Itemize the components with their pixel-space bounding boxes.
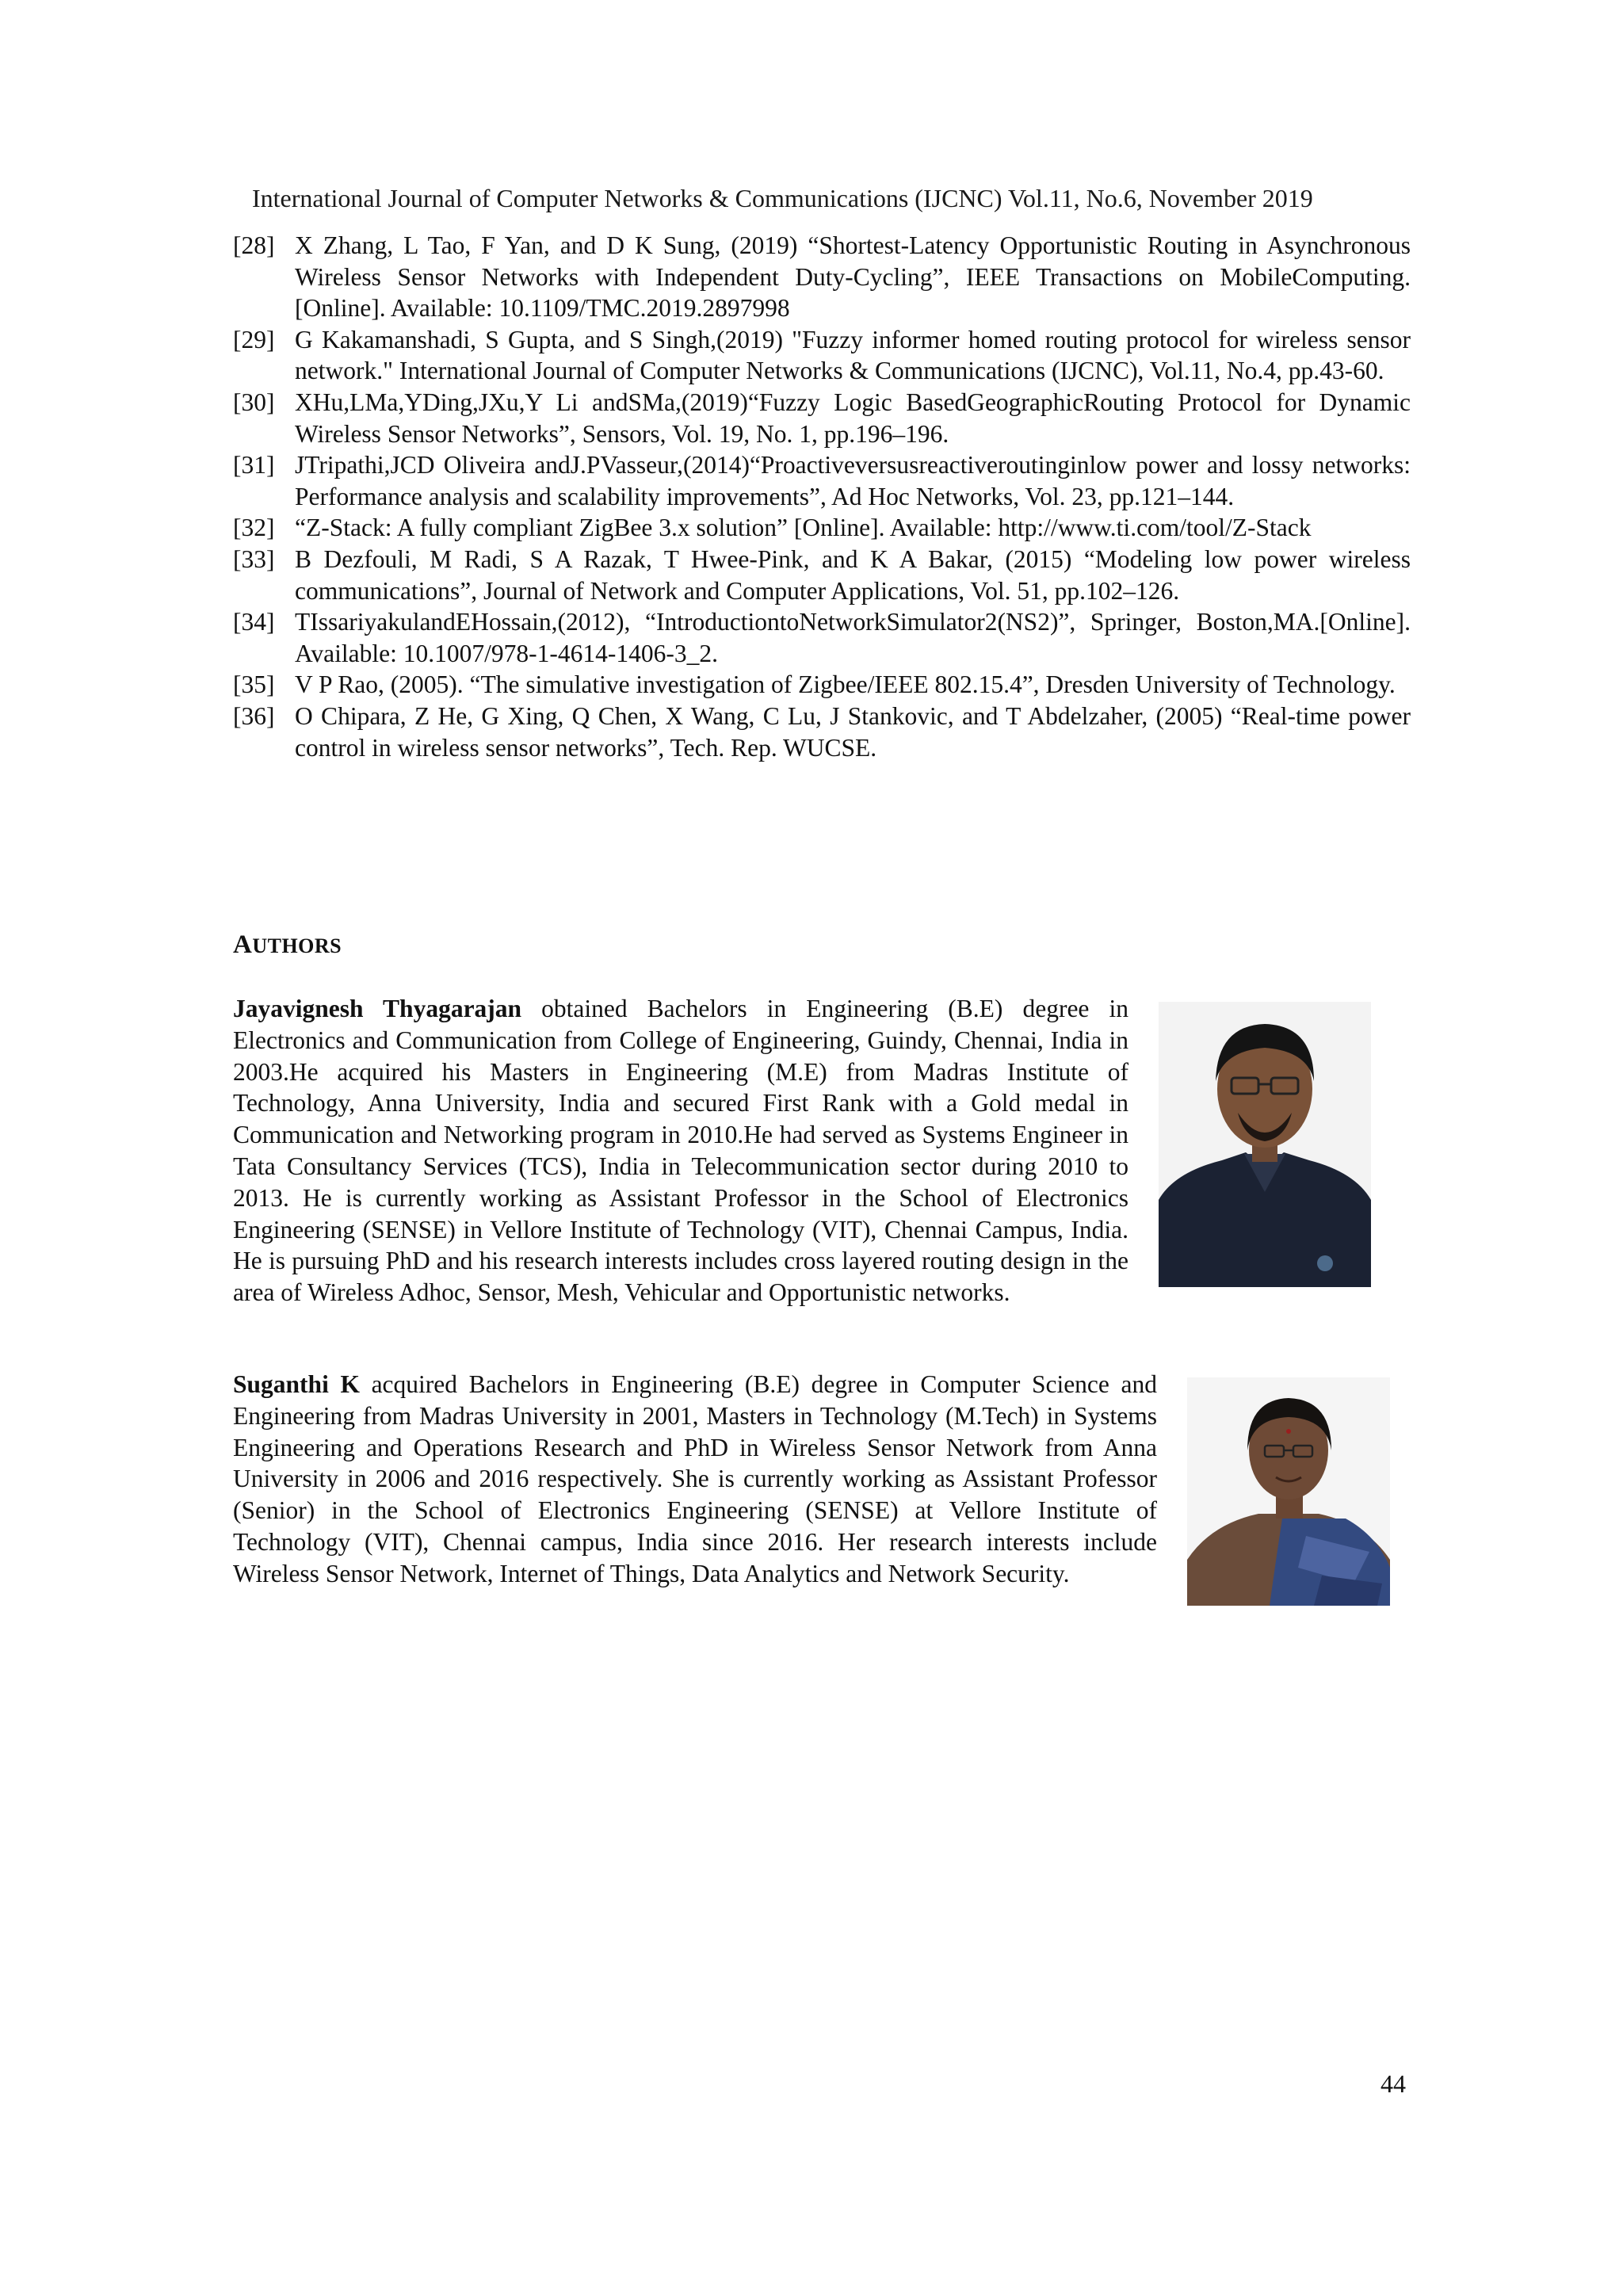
- reference-number: [35]: [233, 670, 275, 699]
- author-photo-image: [1187, 1377, 1390, 1606]
- authors-heading-initial: A: [233, 930, 253, 959]
- author-bio: [233, 1369, 1157, 1590]
- reference-text: B Dezfouli, M Radi, S A Razak, T Hwee-Pink, and K A Bakar, (2015) “Modeling low power wireless communications”, Journal of Network and Computer Applications, Vol. 51, pp.102–126.: [295, 544, 1411, 605]
- reference-number: [33]: [233, 544, 275, 573]
- author-bio: [233, 993, 1128, 1308]
- reference-number: [36]: [233, 701, 275, 730]
- running-header: International Journal of Computer Networks & Communications (IJCNC) Vol.11, No.6, November 2019: [252, 184, 1313, 212]
- reference-item: [233, 512, 1411, 544]
- reference-text: TIssariyakulandEHossain,(2012), “IntroductiontoNetworkSimulator2(NS2)”, Springer, Boston,MA.[Online]. Available: 10.1007/978-1-4614-1406-3_2.: [295, 608, 1411, 667]
- reference-list: [233, 230, 1411, 763]
- reference-number: [29]: [233, 325, 275, 353]
- reference-number: [32]: [233, 514, 275, 542]
- reference-text: O Chipara, Z He, G Xing, Q Chen, X Wang, C Lu, J Stankovic, and T Abdelzaher, (2005) “Real-time power control in wireless sensor networks”, Tech. Rep. WUCSE.: [295, 701, 1411, 762]
- reference-item: [233, 324, 1411, 387]
- author-name: Jayavignesh Thyagarajan: [233, 995, 522, 1022]
- authors-heading-rest: UTHORS: [252, 934, 342, 957]
- reference-item: [233, 387, 1411, 449]
- reference-item: [233, 669, 1411, 701]
- author-photo-image: [1159, 1002, 1371, 1287]
- reference-item: [233, 449, 1411, 512]
- reference-text: X Zhang, L Tao, F Yan, and D K Sung, (2019) “Shortest-Latency Opportunistic Routing in Asynchronous Wireless Sensor Networks with Independent Duty-Cycling”, IEEE Transactions on MobileComputing. [Online]. Available: 10.1109/TMC.2019.2897998: [295, 231, 1411, 323]
- author-bio-text: obtained Bachelors in Engineering (B.E) degree in Electronics and Communication from College of Engineering, Guindy, Chennai, India in 2003.He acquired his Masters in Engineering (M.E) from Madras Institute of Technology, Anna University, India and secured First Rank with a Gold medal in Communication and Networking program in 2010.He had served as Systems Engineer in Tata Consultancy Services (TCS), India in Telecommunication sector during 2010 to 2013. He is currently working as Assistant Professor in the School of Electronics Engineering (SENSE) in Vellore Institute of Technology (VIT), Chennai Campus, India. He is pursuing PhD and his research interests includes cross layered routing design in the area of Wireless Adhoc, Sensor, Mesh, Vehicular and Opportunistic networks.: [233, 995, 1128, 1307]
- reference-item: [233, 701, 1411, 763]
- reference-item: [233, 230, 1411, 324]
- reference-number: [30]: [233, 388, 275, 416]
- author-photo: [1159, 1002, 1371, 1287]
- reference-text: G Kakamanshadi, S Gupta, and S Singh,(2019) "Fuzzy informer homed routing protocol for wireless sensor network." International Journal of Computer Networks & Communications (IJCNC), Vol.11, No.4, pp.43-60.: [295, 325, 1411, 385]
- reference-number: [28]: [233, 231, 275, 259]
- reference-number: [31]: [233, 451, 275, 479]
- reference-item: [233, 544, 1411, 606]
- authors-heading: [233, 927, 342, 964]
- reference-text: XHu,LMa,YDing,JXu,Y Li andSMa,(2019)“Fuzzy Logic BasedGeographicRouting Protocol for Dynamic Wireless Sensor Networks”, Sensors, Vol. 19, No. 1, pp.196–196.: [295, 388, 1411, 448]
- author-bio-text: acquired Bachelors in Engineering (B.E) degree in Computer Science and Engineering from Madras University in 2001, Masters in Technology (M.Tech) in Systems Engineering and Operations Research and PhD in Wireless Sensor Network from Anna University in 2006 and 2016 respectively. She is currently working as Assistant Professor (Senior) in the School of Electronics Engineering (SENSE) at Vellore Institute of Technology (VIT), Chennai campus, India since 2016. Her research interests include Wireless Sensor Network, Internet of Things, Data Analytics and Network Security.: [233, 1370, 1157, 1587]
- page-number: 44: [1381, 2069, 1406, 2098]
- reference-item: [233, 606, 1411, 669]
- reference-text: JTripathi,JCD Oliveira andJ.PVasseur,(2014)“Proactiveversusreactiveroutinginlow power and lossy networks: Performance analysis and scalability improvements”, Ad Hoc Networks, Vol. 23, pp.121–144.: [295, 451, 1411, 510]
- reference-number: [34]: [233, 608, 275, 636]
- reference-text: V P Rao, (2005). “The simulative investigation of Zigbee/IEEE 802.15.4”, Dresden University of Technology.: [295, 670, 1396, 699]
- reference-text: “Z-Stack: A fully compliant ZigBee 3.x solution” [Online]. Available: http://www.ti.com/tool/Z-Stack: [295, 514, 1312, 542]
- author-photo: [1187, 1377, 1390, 1606]
- author-name: Suganthi K: [233, 1370, 360, 1398]
